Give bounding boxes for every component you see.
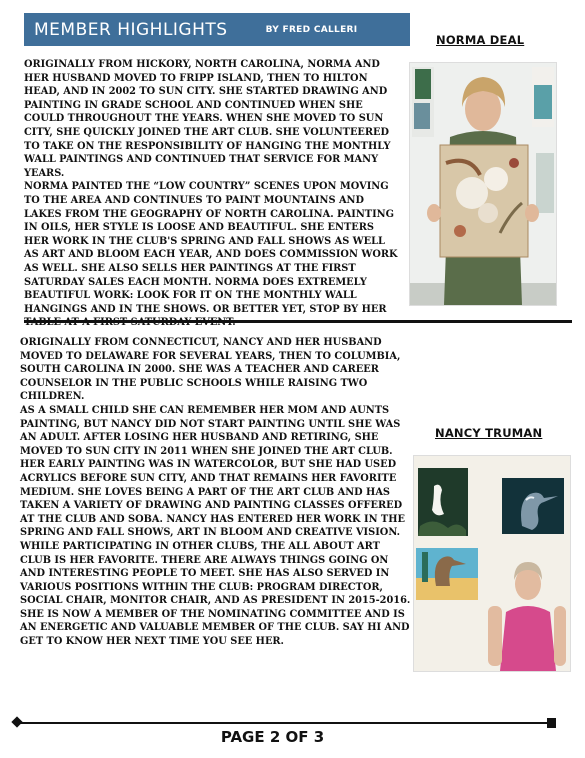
photo-nancy-truman (413, 455, 571, 672)
member-name-norma: NORMA DEAL (436, 33, 525, 47)
section-divider (24, 320, 572, 323)
header-banner (24, 13, 410, 46)
footer-square-marker (547, 718, 556, 728)
member-bio-norma: ORIGINALLY FROM HICKORY, NORTH CAROLINA, NORMA AND HER HUSBAND MOVED TO FRIPP ISLAND, THEN TO HILTON HEAD, AND IN 2002 TO SUN CITY. SHE STARTED DRAWING AND PAINTING IN GRADE SCHOOL AND CONTINUED WHEN SHE COULD THROUGHOUT THE YEARS. WHEN SHE MOVED TO SUN CITY, SHE QUICKLY JOINED THE ART CLUB. SHE VOLUNTEERED TO TAKE ON THE RESPONSIBILITY OF HANGING THE MONTHLY WALL PAINTINGS AND CONTINUED THAT SERVICE FOR MANY YEARS. NORMA PAINTED THE “LOW COUNTRY” SCENES UPON MOVING TO THE AREA AND CONTINUES TO PAINT MOUNTAINS AND LAKES FROM THE GEOGRAPHY OF NORTH CAROLINA. PAINTING IN OILS, HER STYLE IS LOOSE AND BEAUTIFUL. SHE ENTERS HER WORK IN THE CLUB'S SPRING AND FALL SHOWS AS WELL AS ART AND BLOOM EACH YEAR, AND DOES COMMISSION WORK AS WELL. SHE ALSO SELLS HER PAINTINGS AT THE FIRST SATURDAY SALES EACH MONTH. NORMA DOES EXTREMELY BEAUTIFUL WORK: LOOK FOR IT ON THE MONTHLY WALL HANGINGS AND IN THE SHOWS. OR BETTER YET, STOP BY HER (24, 59, 398, 315)
footer-rule (18, 722, 552, 724)
page-number: PAGE 2 OF 3 (220, 728, 325, 746)
portrait-paintings-image (414, 456, 570, 671)
photo-norma-deal (409, 62, 557, 306)
portrait-painting-image (410, 63, 556, 305)
author-byline: BY FRED CALLERI (265, 24, 358, 35)
member-name-nancy: NANCY TRUMAN (435, 426, 543, 440)
section-title: MEMBER HIGHLIGHTS (34, 19, 228, 40)
member-bio-nancy: ORIGINALLY FROM CONNECTICUT, NANCY AND HER HUSBAND MOVED TO DELAWARE FOR SEVERAL YEARS, THEN TO COLUMBIA, SOUTH CAROLINA IN 2000. SHE WAS A TEACHER AND CAREER COUNSELOR IN THE PUBLIC SCHOOLS WHILE RAISING TWO CHILDREN. AS A SMALL CHILD SHE CAN REMEMBER HER MOM AND AUNTS PAINTING, BUT NANCY DID NOT START PAINTING UNTIL SHE WAS AN ADULT. AFTER LOSING HER HUSBAND AND RETIRING, SHE MOVED TO SUN CITY IN 2011 WHEN SHE JOINED THE ART CLUB. HER EARLY PAINTING WAS IN WATERCOLOR, BUT SHE HAD USED ACRYLICS BEFORE SUN CITY, AND THAT REMAINS HER FAVORITE MEDIUM. SHE LOVES BEING A PART OF THE ART CLUB AND HAS TAKEN A VARIETY OF DRAWING AND PAINTING CLASSES OFFERED AT THE CLUB AND SOBA. NANCY HAS ENTERED HER WORK IN THE SPRING AND FALL SHOWS, ART IN BLOOM AND CREATIVE VISION. WHILE PARTICIPATING IN OTHER CLUBS, THE ALL ABOUT ART CLUB IS HER FAVORITE. THERE ARE ALWAYS THINGS GOING ON AND INTERESTING PEOPLE TO MEET. SHE HAS ALSO SERVED IN VARIOUS POSITIONS WITHIN THE CLUB: PROGRAM DIRECTOR, SOCIAL CHAIR, MONITOR CHAIR, AND AS PRESIDENT IN 2015-2016. SHE IS NOW A MEMBER OF THE NOMINATING COMMITTEE AND IS AN ENERGETIC AND VALUABLE MEMBER OF THE CLUB. SAY HI AND GET TO KNOW HER NEXT TIME YOU SEE HER. (20, 337, 411, 648)
